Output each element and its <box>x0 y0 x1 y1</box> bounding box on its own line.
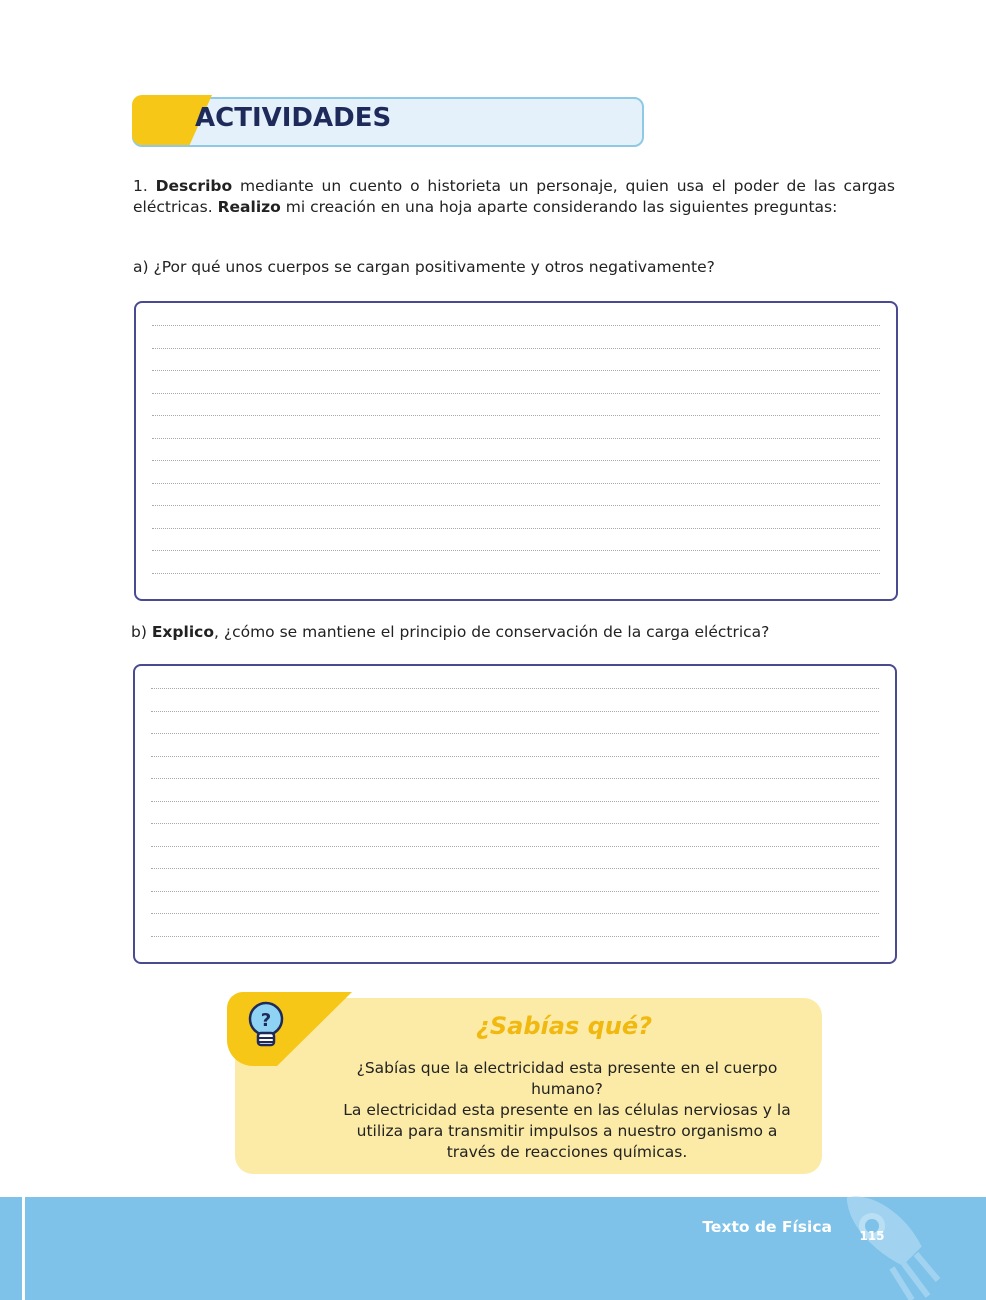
dotted-line <box>151 936 879 937</box>
activity-text-1: mediante un cuento o historieta un personaje, quien usa el poder de las cargas eléctricas. <box>133 177 895 216</box>
footer-divider <box>22 1197 25 1300</box>
rocket-icon <box>832 1196 942 1300</box>
dotted-line <box>152 505 880 506</box>
activities-banner <box>132 97 642 146</box>
did-you-know-line-1: ¿Sabías que la electricidad esta presente en el cuerpo humano? <box>356 1059 778 1098</box>
footer-book-title: Texto de Física <box>702 1218 832 1236</box>
dotted-line <box>151 891 879 892</box>
question-b-text: , ¿cómo se mantiene el principio de conservación de la carga eléctrica? <box>213 623 770 641</box>
dotted-line <box>152 460 880 461</box>
dotted-line <box>152 348 880 349</box>
dotted-line <box>152 573 880 574</box>
page-title: ACTIVIDADES <box>195 103 392 133</box>
dotted-line <box>152 393 880 394</box>
dotted-line <box>152 550 880 551</box>
dotted-line <box>151 756 879 757</box>
dotted-line <box>152 415 880 416</box>
activity-verb-realizo: Realizo <box>217 198 281 216</box>
dotted-line <box>152 528 880 529</box>
dotted-line <box>152 370 880 371</box>
dotted-line <box>152 438 880 439</box>
dotted-line <box>151 913 879 914</box>
dotted-line <box>151 778 879 779</box>
question-a: a) ¿Por qué unos cuerpos se cargan positivamente y otros negativamente? <box>133 258 715 276</box>
did-you-know-text <box>338 1058 796 1163</box>
dotted-line <box>151 868 879 869</box>
dotted-line <box>151 711 879 712</box>
activity-1-instructions <box>133 176 895 218</box>
dotted-line <box>151 733 879 734</box>
did-you-know-title: ¿Sabías qué? <box>475 1012 653 1040</box>
dotted-line <box>151 801 879 802</box>
activity-text-2: mi creación en una hoja aparte considerando las siguientes preguntas: <box>280 198 838 216</box>
answer-box-b[interactable] <box>133 664 897 964</box>
answer-box-a[interactable] <box>134 301 898 601</box>
dotted-line <box>151 823 879 824</box>
dotted-line <box>152 325 880 326</box>
activity-number: 1. <box>133 177 148 195</box>
activity-verb-describo: Describo <box>155 177 233 195</box>
dotted-line <box>152 483 880 484</box>
dotted-line <box>151 688 879 689</box>
svg-text:?: ? <box>260 1010 272 1031</box>
page-number: 115 <box>859 1229 885 1243</box>
did-you-know-line-2: La electricidad esta presente en las células nerviosas y la utiliza para transmitir impulsos a nuestro organismo a través de reacciones químicas. <box>343 1101 791 1161</box>
question-b-verb: Explico <box>151 623 214 641</box>
dotted-line <box>151 846 879 847</box>
question-b-prefix: b) <box>131 623 152 641</box>
question-b <box>131 622 769 643</box>
